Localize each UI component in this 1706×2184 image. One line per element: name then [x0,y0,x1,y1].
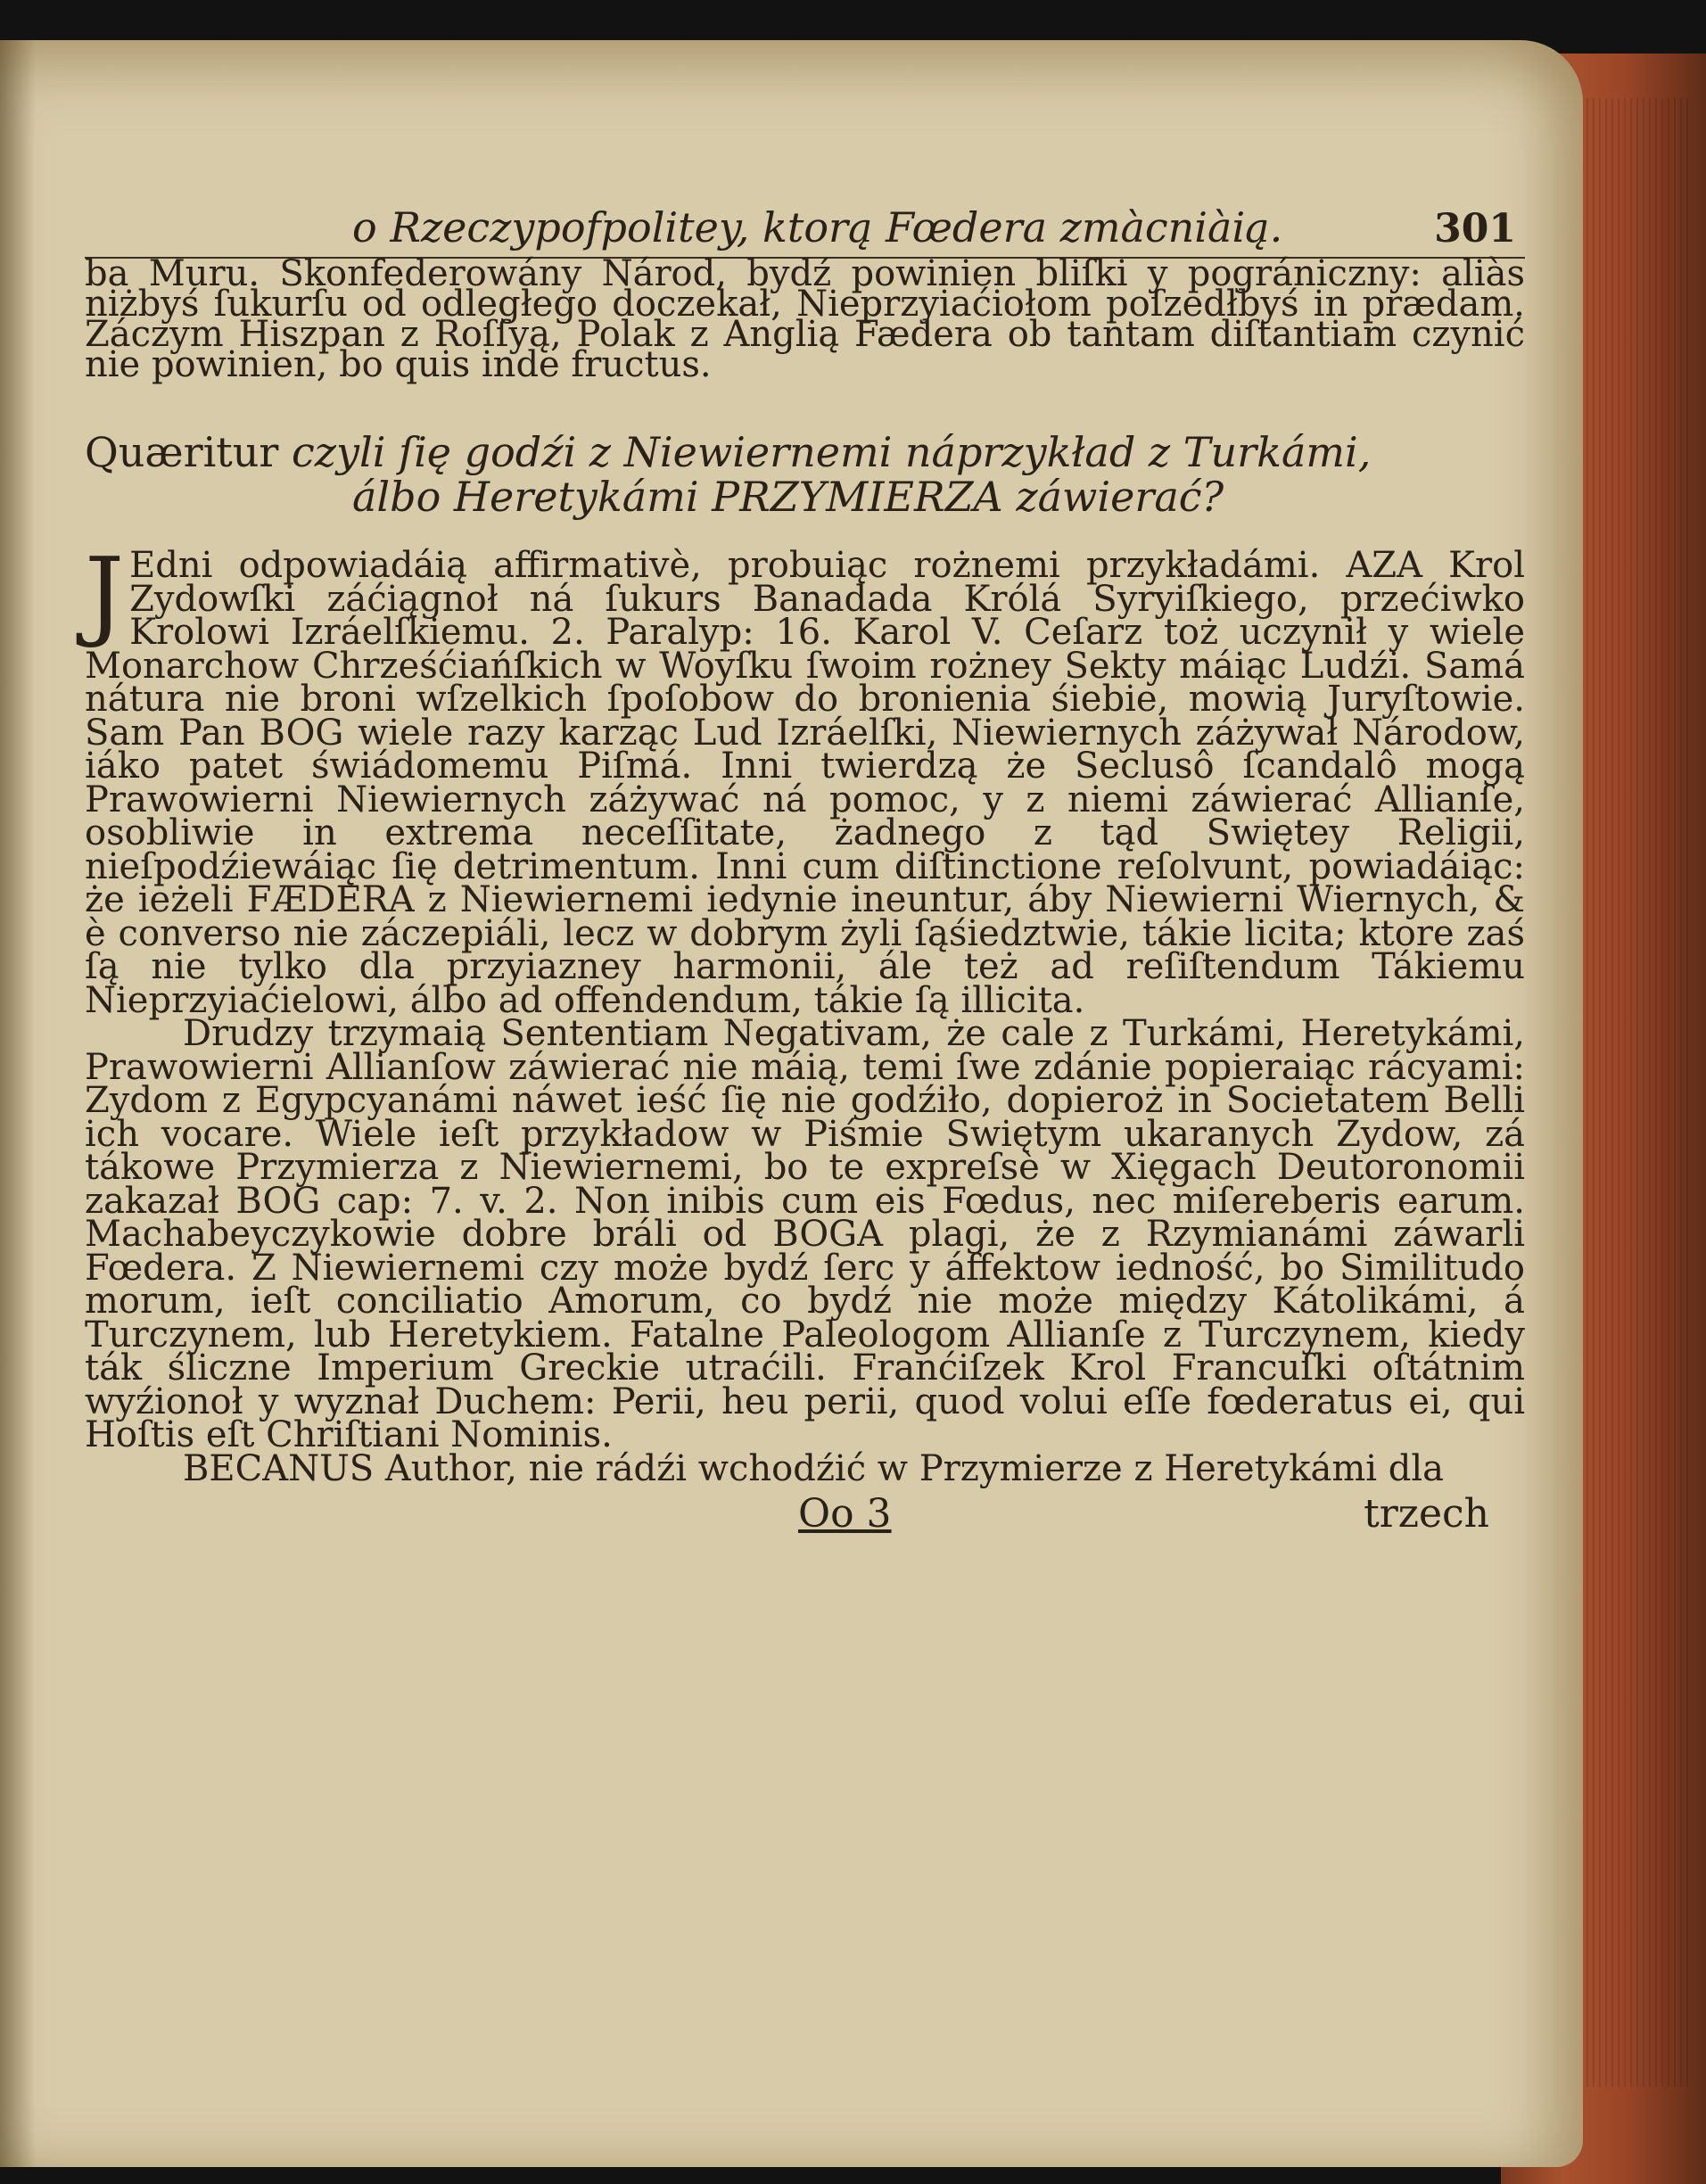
question-line-2: álbo Heretykámi PRZYMIERZA záwierać? [352,473,1224,521]
page-number: 301 [1434,206,1516,251]
drop-cap: J [85,536,125,650]
answer-paragraph-3: BECANUS Author, nie rádźi wchodźić w Przymierze z Heretykámi dla [183,1447,1445,1489]
signature-mark: Oo 3 [798,1491,892,1537]
question-heading [85,430,1525,519]
lead-paragraph: ba Muru. Skonfederowány Národ, bydź powinien bliſki y pográniczny: aliàs niżbyś ſukurſu od odległego doczekał, Nieprzyiaćiołom poſzedłbyś in prædam. Záczym Hiszpan z Roſſyą, Polak z Anglią Fædera ob tantam diſtantiam czynić nie powinien, bo quis inde fructus. [85,253,1525,385]
catchword: trzech [1364,1491,1489,1537]
answer-paragraph-1 [85,536,1525,1021]
page-text-block [85,203,1525,1537]
running-head [85,203,1525,259]
running-head-title: o Rzeczypofpolitey, ktorą Fœdera zmàcniàią. [352,203,1283,251]
question-line-1 [85,430,1525,474]
answer-paragraph-1-text: Edni odpowiadáią affirmativè, probuiąc rożnemi przykładámi. AZA Krol Zydowſki záćiągnoł ná ſukurs Banadada Królá Syryiſkiego, przećiwko Krolowi Izráelſkiemu. 2. Paralyp: 16. Karol V. Ceſarz toż uczynił y wiele Monarchow Chrześćiańſkich w Woyſku ſwoim rożney Sekty máiąc Ludźi. Samá nátura nie broni wſzelkich ſpoſobow do bronienia śiebie, mowią Juryſtowie. Sam Pan BOG wiele razy karząc Lud Izráelſki, Niewiernych záżywał Národow, iáko patet świádomemu Piſmá. Inni twierdzą że Seclusô ſcandalô mogą Prawowierni Niewiernych záżywać ná pomoc, y z niemi záwierać Allianſe, osobliwie in extrema neceſſitate, żadnego z tąd Swiętey Religii, nieſpodźiewáiąc ſię detrimentum. Inni cum diſtinctione reſolvunt, powiadáiąc: że ieżeli FÆDERA z Niewiernemi iedynie ineuntur, áby Niewierni Wiernych, & è converso nie záczepiáli, lecz w dobrym żyli ſąśiedztwie, tákie licita; ktore zaś ſą nie tylko dla przyiazney harmonii, ále też ad reſiſtendum Tákiemu Nieprzyiaćielowi, álbo ad offendendum, tákie ſą illicita. [85,545,1525,1021]
page-footer [85,1486,1525,1537]
page-gutter-shadow [0,40,36,2167]
answer-paragraph-2: Drudzy trzymaią Sententiam Negativam, że cale z Turkámi, Heretykámi, Prawowierni Allianſow záwierać nie máią, temi ſwe zdánie popieraiąc rácyami: Zydom z Egypcyanámi náwet ieść ſię nie godźiło, dopieroż in Societatem Belli ich vocare. Wiele ieſt przykładow w Piśmie Swiętym ukaranych Zydow, zá tákowe Przymierza z Niewiernemi, bo te expreſsè w Xięgach Deutoronomii zakazał BOG cap: 7. v. 2. Non inibis cum eis Fœdus, nec miſereberis earum. Machabeyczykowie dobre bráli od BOGA plagi, że z Rzymianámi záwarli Fœdera. Z Niewiernemi czy może bydź ſerc y áffektow iedność, bo Similitudo morum, ieſt conciliatio Amorum, co bydź nie może między Kátolikámi, á Turczynem, lub Heretykiem. Fatalne Paleologom Allianſe z Turczynem, kiedy ták śliczne Imperium Greckie utraćili. Franćiſzek Krol Francuſki oſtátnim wyźionoł y wyznał Duchem: Perii, heu perii, quod volui eſſe fœderatus ei, qui Hoſtis eſt Chriſtiani Nominis. [85,1013,1525,1455]
question-word: Quæritur [85,428,279,476]
question-text-1: czyli ſię godźi z Niewiernemi náprzykład z Turkámi, [292,428,1372,476]
